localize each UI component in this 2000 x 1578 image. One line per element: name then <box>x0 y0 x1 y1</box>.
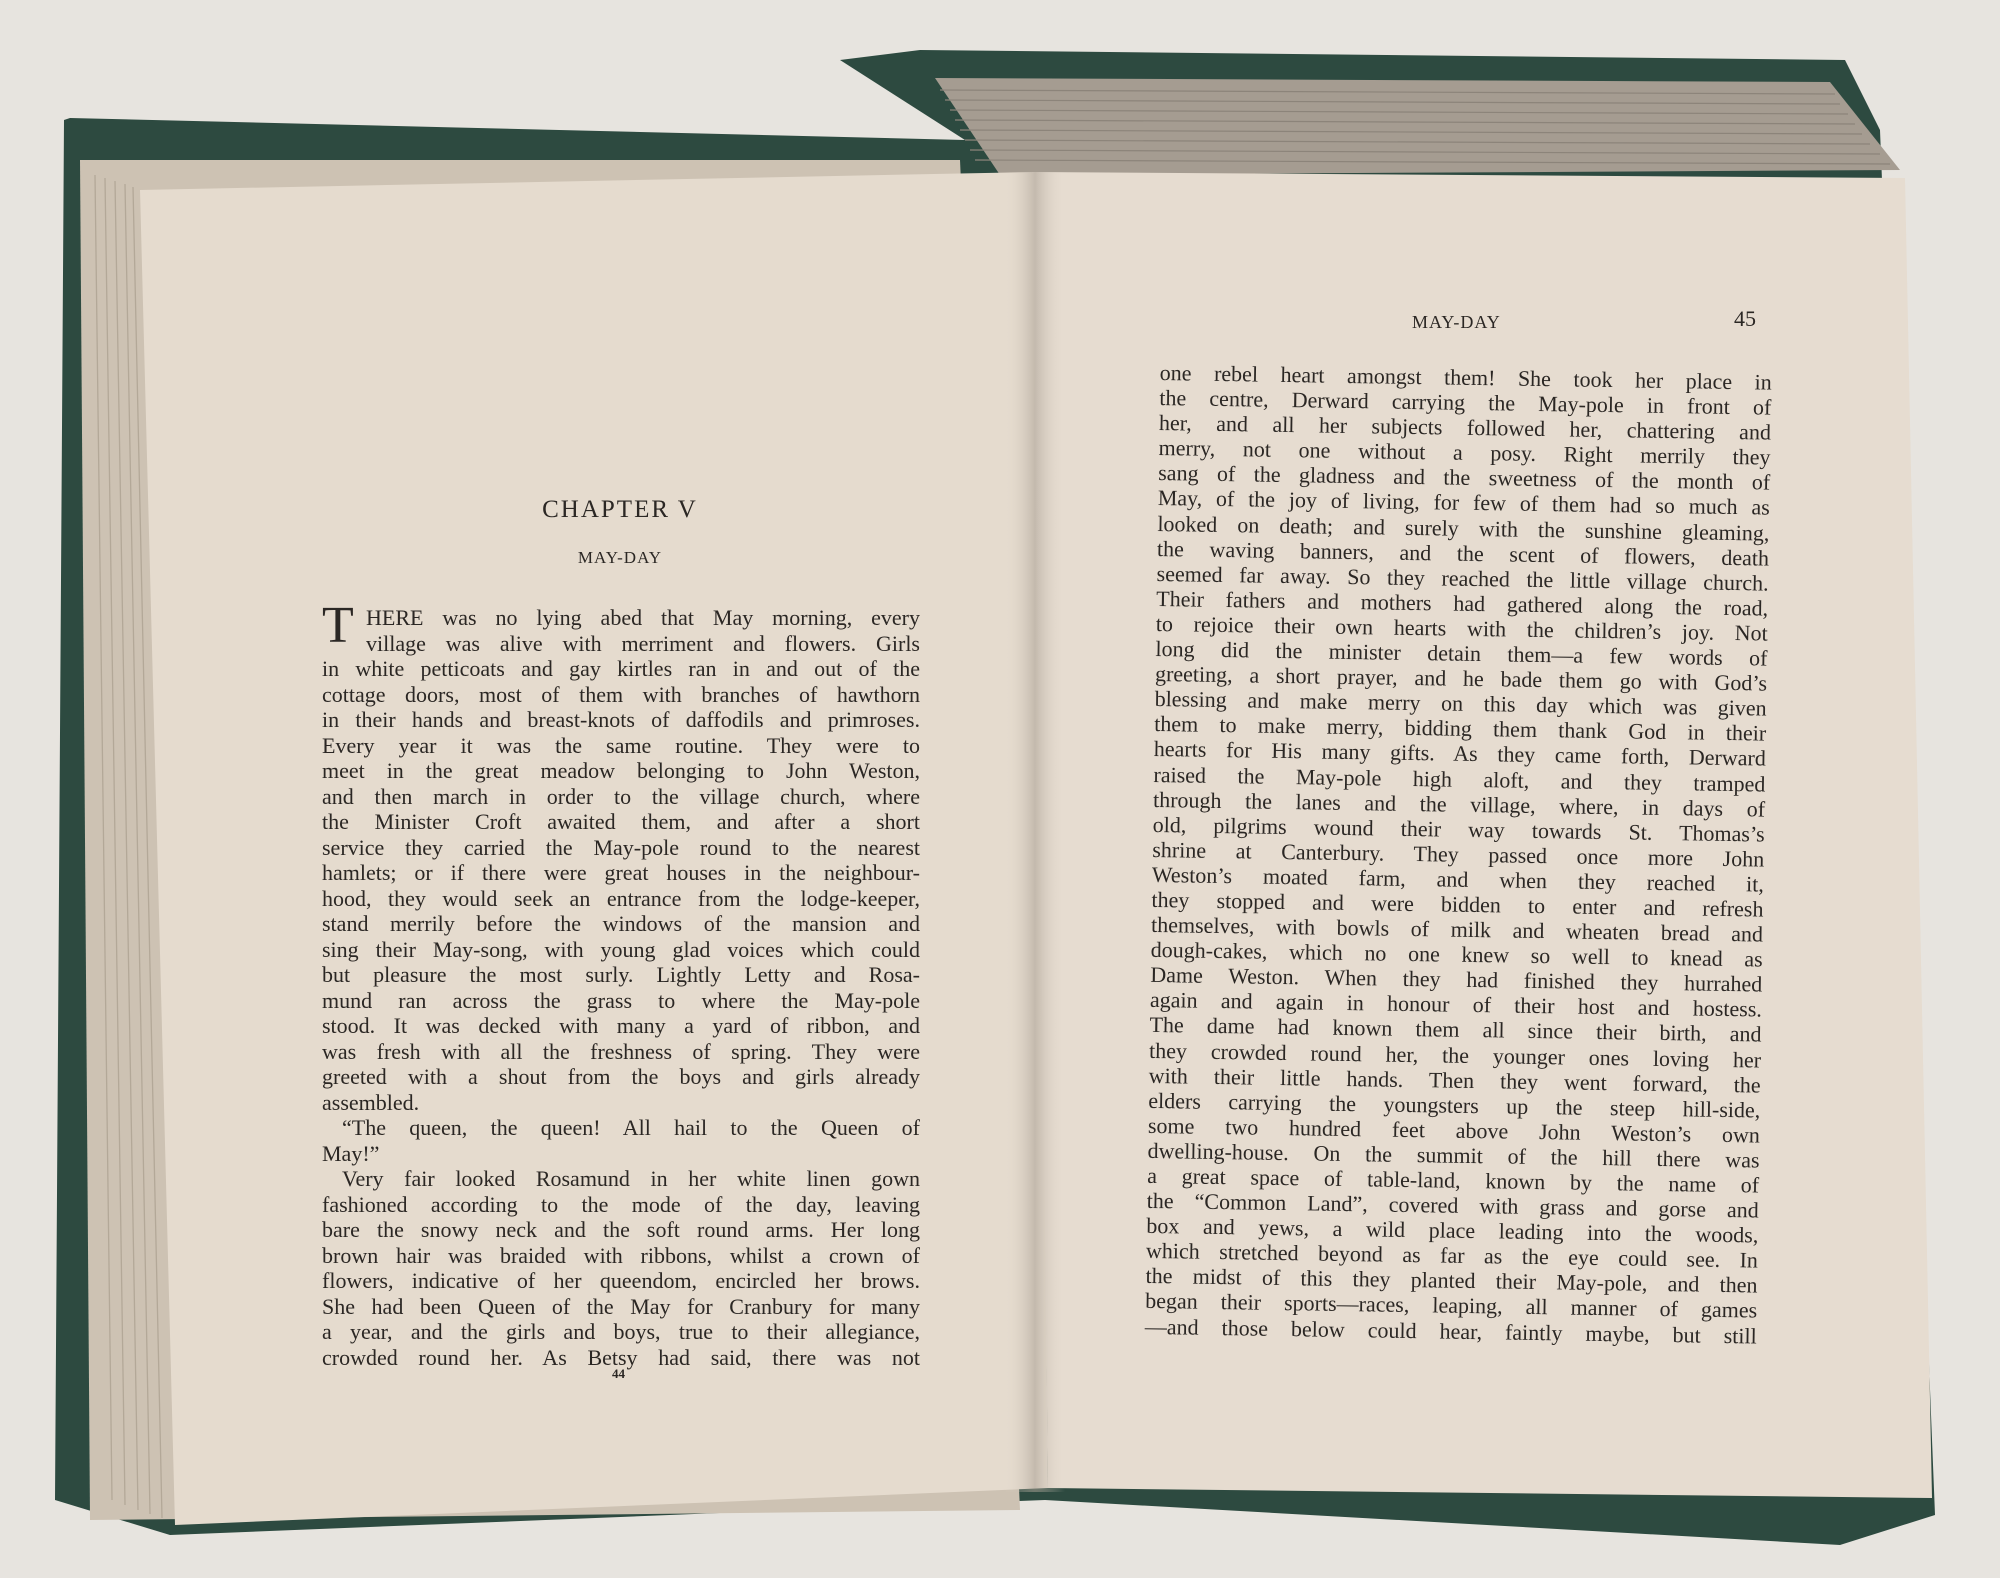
text-line: which stretched beyond as far as the eye could see. In <box>1145 1238 1759 1273</box>
text-line: a year, and the girls and boys, true to their allegiance, <box>322 1319 920 1344</box>
running-head: MAY-DAY <box>1412 312 1501 332</box>
text-line: seemed far away. So they reached the little village church. <box>1156 560 1769 596</box>
left-page-body <box>322 605 920 1370</box>
text-line: through the lanes and the village, where, in days of <box>1152 786 1766 822</box>
text-line: merry, not one without a posy. Right merrily they <box>1158 435 1771 470</box>
text-line: and then march in order to the village church, where <box>322 783 920 809</box>
text-line: the “Common Land”, covered with grass and gorse and <box>1146 1187 1759 1223</box>
text-line: one rebel heart amongst them! She took her place in <box>1159 360 1772 395</box>
right-page-body <box>1145 360 1772 1348</box>
text-line: brown hair was braided with ribbons, whilst a crown of <box>322 1242 920 1268</box>
text-line: sing their May-song, with young glad voices which could <box>322 936 920 962</box>
text-line: sang of the gladness and the sweetness of the month of <box>1158 460 1771 495</box>
text-line: in white petticoats and gay kirtles ran in and out of the <box>322 656 920 681</box>
text-line: they crowded round her, the younger ones loving her <box>1148 1037 1762 1073</box>
text-line: mund ran across the grass to where the May-pole <box>322 987 920 1013</box>
text-line: the midst of this they planted their May-pole, and then <box>1145 1263 1758 1298</box>
text-line: greeted with a shout from the boys and girls already <box>322 1064 920 1089</box>
text-line: HERE was no lying abed that May morning, every <box>366 605 920 630</box>
text-line: stood. It was decked with many a yard of ribbon, and <box>322 1013 920 1038</box>
text-line: greeting, a short prayer, and he bade them go with God’s <box>1154 661 1768 696</box>
text-line: in their hands and breast-knots of daffodils and primroses. <box>322 707 920 732</box>
text-line: May!” <box>322 1140 380 1166</box>
text-line: assembled. <box>322 1089 420 1115</box>
text-line: Their fathers and mothers had gathered along the road, <box>1156 585 1769 621</box>
text-line: a great space of table-land, known by the name of <box>1146 1162 1760 1198</box>
text-line: blessing and make merry on this day which was given <box>1154 686 1767 721</box>
text-line: dwelling-house. On the summit of the hill there was <box>1147 1137 1760 1173</box>
left-page-number: 44 <box>612 1366 625 1381</box>
text-line: cottage doors, most of them with branches of hawthorn <box>322 681 920 707</box>
text-line: hood, they would seek an entrance from the lodge-keeper, <box>322 885 920 911</box>
text-line: but pleasure the most surly. Lightly Letty and Rosa- <box>322 962 920 987</box>
drop-cap: T <box>322 597 354 654</box>
text-line: —and those below could hear, faintly maybe, but still <box>1144 1313 1757 1349</box>
text-line: May, of the joy of living, for few of them had so much as <box>1157 485 1770 521</box>
text-line: long did the minister detain them—a few words of <box>1155 635 1768 671</box>
text-line: her, and all her subjects followed her, chattering and <box>1158 410 1772 445</box>
text-line: looked on death; and surely with the sunshine gleaming, <box>1157 510 1770 546</box>
text-line: box and yews, a wild place leading into the woods, <box>1146 1213 1759 1248</box>
text-line: The dame had known them all since their birth, and <box>1149 1012 1762 1047</box>
text-line: service they carried the May-pole round to the nearest <box>322 834 920 860</box>
text-line: “The queen, the queen! All hail to the Queen of <box>342 1115 920 1140</box>
text-line: with their little hands. Then they went forward, the <box>1148 1062 1761 1098</box>
text-line: Very fair looked Rosamund in her white linen gown <box>342 1166 920 1191</box>
chapter-subtitle: MAY-DAY <box>577 548 663 567</box>
text-line: they stopped and were bidden to enter and refresh <box>1151 886 1764 922</box>
text-line: meet in the great meadow belonging to John Weston, <box>322 758 920 783</box>
text-line: fashioned according to the mode of the day, leaving <box>322 1191 920 1217</box>
text-line: themselves, with bowls of milk and wheaten bread and <box>1150 911 1764 947</box>
text-line: some two hundred feet above John Weston’s own <box>1147 1112 1761 1148</box>
text-line: shrine at Canterbury. They passed once more John <box>1152 836 1765 872</box>
right-page-number: 45 <box>1734 306 1756 331</box>
text-line: old, pilgrims wound their way towards St. Thomas’s <box>1152 811 1765 847</box>
text-line: stand merrily before the windows of the mansion and <box>322 911 920 936</box>
text-line: bare the snowy neck and the soft round arms. Her long <box>322 1217 920 1242</box>
text-line: dough-cakes, which no one knew so well to knead as <box>1150 937 1763 972</box>
text-line: Every year it was the same routine. They were to <box>322 732 920 758</box>
text-line: crowded round her. As Betsy had said, there was not <box>322 1344 920 1370</box>
gutter-shadow <box>1005 172 1065 1492</box>
text-line: Dame Weston. When they had finished they hurrahed <box>1150 962 1763 997</box>
text-line: hamlets; or if there were great houses in the neighbour- <box>322 860 920 885</box>
text-line: flowers, indicative of her queendom, encircled her brows. <box>322 1268 920 1293</box>
text-line: hearts for His many gifts. As they came forth, Derward <box>1153 736 1767 771</box>
text-line: to rejoice their own hearts with the children’s joy. Not <box>1155 610 1768 646</box>
text-line: She had been Queen of the May for Cranbury for many <box>322 1293 920 1319</box>
text-line: again and again in honour of their host and hostess. <box>1149 987 1763 1022</box>
text-line: the waving banners, and the scent of flowers, death <box>1156 535 1770 571</box>
text-line: them to make merry, bidding them thank God in their <box>1154 711 1767 746</box>
text-line: the centre, Derward carrying the May-pole in front of <box>1159 385 1772 420</box>
text-line: raised the May-pole high aloft, and they tramped <box>1153 761 1766 797</box>
text-line: the Minister Croft awaited them, and after a short <box>322 809 920 834</box>
text-line: village was alive with merriment and flowers. Girls <box>366 630 920 656</box>
text-line: Weston’s moated farm, and when they reached it, <box>1151 861 1765 897</box>
text-line: elders carrying the youngsters up the steep hill-side, <box>1148 1087 1761 1123</box>
text-line: began their sports—races, leaping, all manner of games <box>1145 1288 1758 1323</box>
text-line: was fresh with all the freshness of spring. They were <box>322 1038 920 1064</box>
chapter-title: CHAPTER V <box>542 496 698 523</box>
